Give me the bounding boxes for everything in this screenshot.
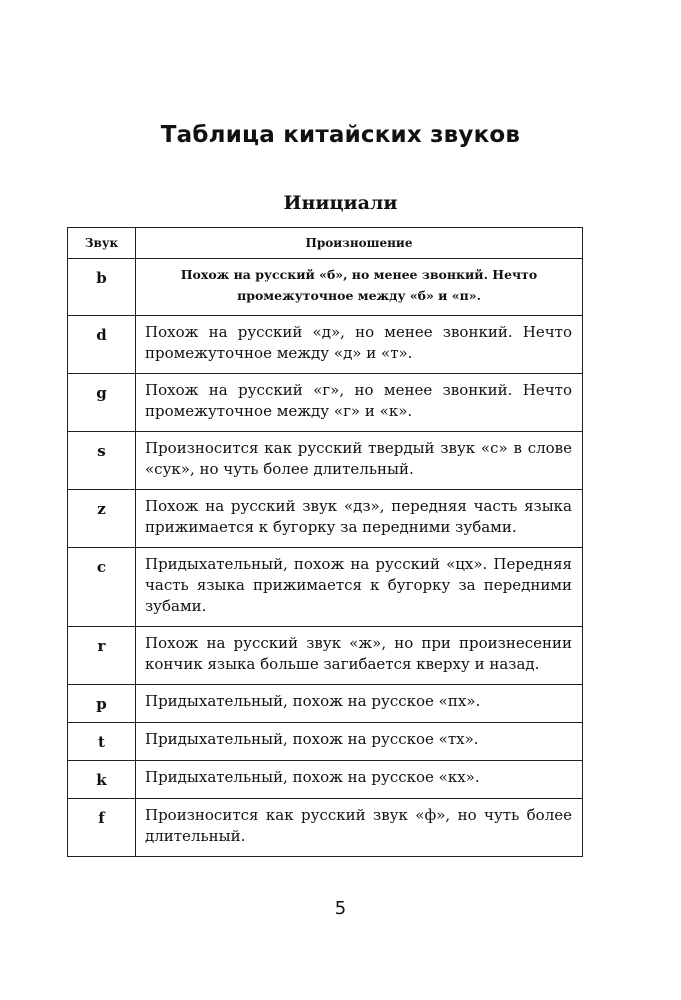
- section-title: Инициали: [283, 192, 398, 214]
- pronunciation-cell: Придыхательный, похож на русское «кх».: [136, 761, 583, 799]
- sound-cell: c: [68, 548, 136, 627]
- sound-cell: k: [68, 761, 136, 799]
- sound-cell: p: [68, 685, 136, 723]
- pronunciation-cell: Произносится как русский твердый звук «с» в слове «сук», но чуть более длительный.: [136, 432, 583, 490]
- table-row: [68, 723, 583, 761]
- table-row: [68, 799, 583, 857]
- initials-table: [67, 227, 583, 857]
- sound-cell: f: [68, 799, 136, 857]
- header-sound: Звук: [68, 228, 136, 259]
- pronunciation-cell: Похож на русский звук «дз», передняя часть языка прижимается к бугорку за передними зубами.: [136, 490, 583, 548]
- table-row: [68, 685, 583, 723]
- pronunciation-cell: Похож на русский «г», но менее звонкий. Нечто промежуточное между «г» и «к».: [136, 374, 583, 432]
- pronunciation-cell: Придыхательный, похож на русский «цх». Передняя часть языка прижимается к бугорку за передними зубами.: [136, 548, 583, 627]
- table-row: [68, 627, 583, 685]
- table-row: [68, 316, 583, 374]
- sound-cell: g: [68, 374, 136, 432]
- sound-cell: r: [68, 627, 136, 685]
- table-row: [68, 548, 583, 627]
- page-title: Таблица китайских звуков: [160, 122, 521, 148]
- page-number: 5: [334, 898, 347, 919]
- sound-cell: b: [68, 259, 136, 316]
- table-row: [68, 374, 583, 432]
- table-row: [68, 761, 583, 799]
- header-pronunciation: Произношение: [136, 228, 583, 259]
- table-row: [68, 490, 583, 548]
- pronunciation-cell: Похож на русский «д», но менее звонкий. Нечто промежуточное между «д» и «т».: [136, 316, 583, 374]
- pronunciation-cell: Придыхательный, похож на русское «пх».: [136, 685, 583, 723]
- pronunciation-cell: Придыхательный, похож на русское «тх».: [136, 723, 583, 761]
- table-header-row: [68, 228, 583, 259]
- sound-cell: t: [68, 723, 136, 761]
- sound-cell: z: [68, 490, 136, 548]
- table-row: [68, 432, 583, 490]
- pronunciation-cell: Произносится как русский звук «ф», но чуть более длительный.: [136, 799, 583, 857]
- sound-cell: s: [68, 432, 136, 490]
- pronunciation-cell: Похож на русский «б», но менее звонкий. Нечто промежуточное между «б» и «п».: [136, 259, 583, 316]
- table-row: [68, 259, 583, 316]
- sound-cell: d: [68, 316, 136, 374]
- pronunciation-cell: Похож на русский звук «ж», но при произнесении кончик языка больше загибается кверху и назад.: [136, 627, 583, 685]
